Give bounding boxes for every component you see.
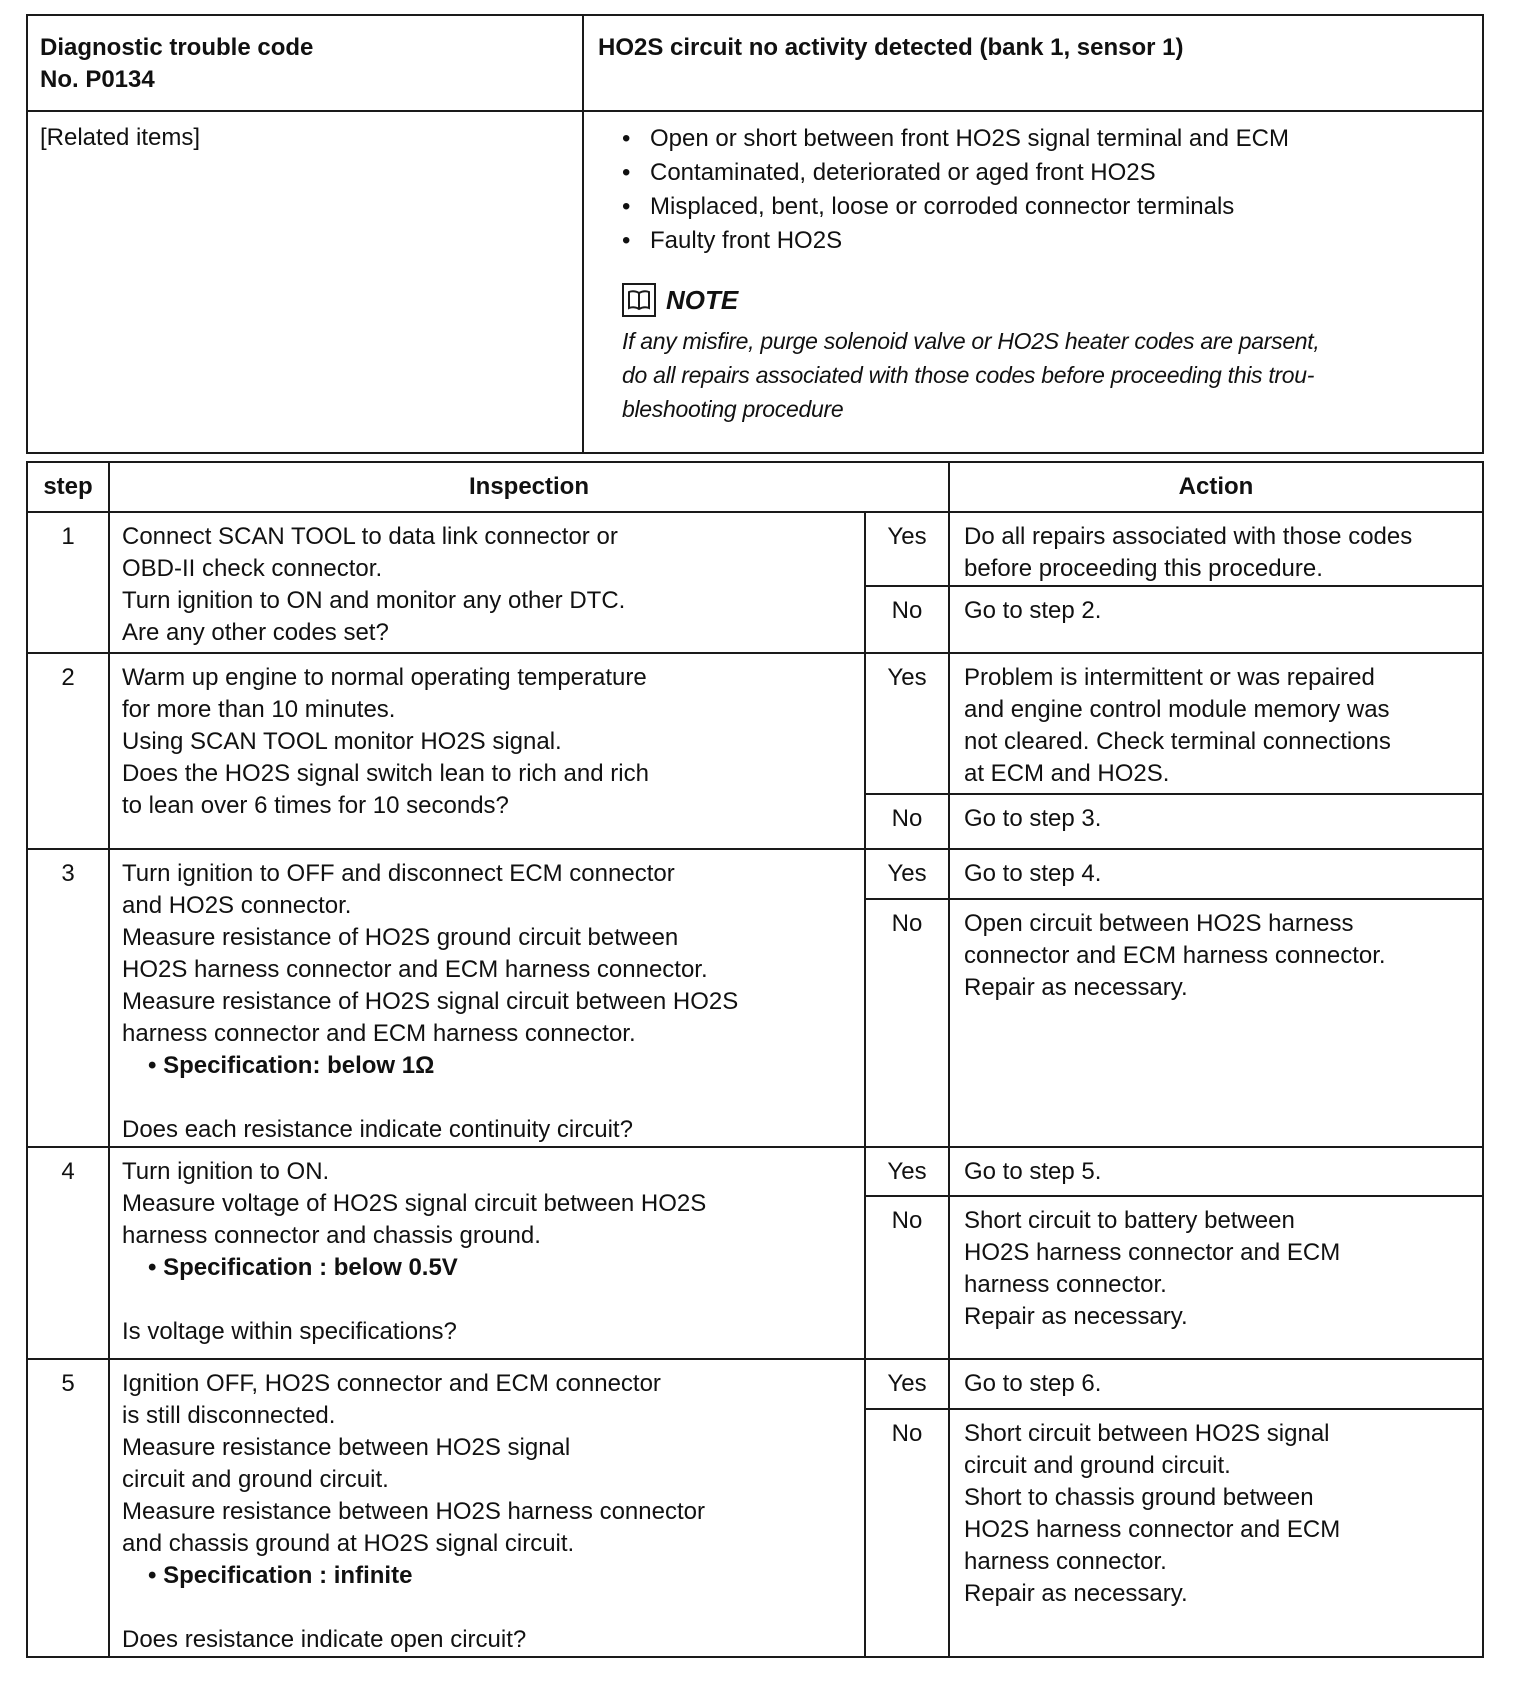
inspection-line: Measure voltage of HO2S signal circuit between HO2S (122, 1190, 707, 1217)
yes-label: Yes (865, 849, 949, 899)
inspection-line: Turn ignition to ON and monitor any other DTC. (122, 587, 626, 614)
action-line: HO2S harness connector and ECM (964, 1516, 1341, 1543)
no-label: No (865, 1196, 949, 1359)
action-line: harness connector. (964, 1548, 1167, 1575)
step-inspection (109, 1147, 865, 1359)
action-column-header: Action (949, 462, 1483, 512)
inspection-question: Is voltage within specifications? (122, 1318, 457, 1345)
step-row (27, 1147, 1483, 1196)
yes-label: Yes (865, 1359, 949, 1409)
book-icon (622, 283, 656, 317)
note-line: bleshooting procedure (622, 396, 844, 422)
inspection-line: Ignition OFF, HO2S connector and ECM connector (122, 1370, 661, 1397)
no-action (949, 586, 1483, 653)
step-row (27, 653, 1483, 794)
specification: • Specification: below 1Ω (148, 1052, 435, 1079)
inspection-question: Does each resistance indicate continuity circuit? (122, 1116, 633, 1143)
no-label: No (865, 586, 949, 653)
step-number: 4 (27, 1147, 109, 1359)
step-inspection (109, 1359, 865, 1657)
action-line: Go to step 4. (964, 860, 1102, 887)
yes-action (949, 849, 1483, 899)
step-inspection (109, 512, 865, 653)
yes-label: Yes (865, 653, 949, 794)
action-line: Repair as necessary. (964, 1580, 1188, 1607)
inspection-line: to lean over 6 times for 10 seconds? (122, 792, 509, 819)
no-label: No (865, 794, 949, 849)
inspection-line: HO2S harness connector and ECM harness connector. (122, 956, 708, 983)
action-line: and engine control module memory was (964, 696, 1390, 723)
action-line: Open circuit between HO2S harness (964, 910, 1354, 938)
note-line: If any misfire, purge solenoid valve or HO2S heater codes are parsent, (622, 328, 1320, 354)
step-number: 2 (27, 653, 109, 849)
yes-label: Yes (865, 512, 949, 586)
yes-action (949, 512, 1483, 586)
action-line: Go to step 2. (964, 597, 1102, 624)
action-line: Short circuit to battery between (964, 1207, 1295, 1234)
related-item: • Misplaced, bent, loose or corroded connector terminals (622, 190, 1470, 224)
inspection-line: Measure resistance of HO2S ground circuit between (122, 924, 679, 951)
step-inspection (109, 849, 865, 1147)
inspection-line: for more than 10 minutes. (122, 696, 396, 723)
inspection-column-header: Inspection (109, 462, 949, 512)
action-line: Repair as necessary. (964, 1303, 1188, 1330)
no-action (949, 899, 1483, 1147)
note-text (622, 324, 1470, 426)
step-inspection (109, 653, 865, 849)
action-line: harness connector. (964, 1271, 1167, 1298)
specification: • Specification : infinite (148, 1562, 413, 1589)
inspection-line: Are any other codes set? (122, 619, 389, 646)
inspection-line: Turn ignition to OFF and disconnect ECM connector (122, 860, 675, 887)
related-item: • Open or short between front HO2S signal terminal and ECM (622, 122, 1470, 156)
no-action (949, 794, 1483, 849)
step-number: 5 (27, 1359, 109, 1657)
inspection-line: Turn ignition to ON. (122, 1158, 330, 1185)
yes-action (949, 1147, 1483, 1196)
action-line: Go to step 5. (964, 1158, 1102, 1185)
action-line: Go to step 6. (964, 1370, 1102, 1397)
no-label: No (865, 899, 949, 1147)
inspection-line: Measure resistance between HO2S signal (122, 1434, 571, 1461)
step-row (27, 849, 1483, 899)
action-line: not cleared. Check terminal connections (964, 728, 1391, 755)
related-items-cell (583, 111, 1483, 453)
step-row (27, 1359, 1483, 1409)
inspection-question: Does resistance indicate open circuit? (122, 1626, 527, 1653)
inspection-line: Using SCAN TOOL monitor HO2S signal. (122, 728, 562, 755)
step-column-header: step (27, 462, 109, 512)
specification: • Specification : below 0.5V (148, 1254, 458, 1281)
action-line: connector and ECM harness connector. (964, 942, 1386, 970)
inspection-line: Warm up engine to normal operating temperature (122, 664, 647, 691)
related-item: • Faulty front HO2S (622, 224, 1470, 258)
no-action (949, 1409, 1483, 1657)
action-line: Repair as necessary. (964, 974, 1188, 1002)
related-items-label: [Related items] (27, 111, 583, 453)
action-line: Problem is intermittent or was repaired (964, 664, 1375, 691)
inspection-line: Connect SCAN TOOL to data link connector or (122, 523, 618, 550)
action-line: HO2S harness connector and ECM (964, 1239, 1341, 1266)
inspection-line: OBD-II check connector. (122, 555, 383, 582)
troubleshooting-steps-table (26, 461, 1484, 1658)
note-header (622, 280, 1470, 320)
action-line: Short circuit between HO2S signal (964, 1420, 1330, 1447)
inspection-line: circuit and ground circuit. (122, 1466, 389, 1493)
inspection-line: and HO2S connector. (122, 892, 352, 919)
related-items-list (622, 122, 1470, 258)
dtc-code-cell (27, 15, 583, 111)
yes-label: Yes (865, 1147, 949, 1196)
step-number: 1 (27, 512, 109, 653)
related-item: • Contaminated, deteriorated or aged front HO2S (622, 156, 1470, 190)
inspection-line: and chassis ground at HO2S signal circuit. (122, 1530, 575, 1557)
inspection-line: Measure resistance of HO2S signal circuit between HO2S (122, 988, 739, 1015)
yes-action (949, 653, 1483, 794)
step-row (27, 512, 1483, 586)
dtc-number: No. P0134 (40, 66, 155, 93)
note-title: NOTE (666, 285, 739, 315)
action-line: before proceeding this procedure. (964, 555, 1323, 582)
action-line: at ECM and HO2S. (964, 760, 1170, 787)
dtc-header-table (26, 14, 1484, 454)
inspection-line: Measure resistance between HO2S harness connector (122, 1498, 705, 1525)
action-line: Go to step 3. (964, 805, 1102, 832)
inspection-line: is still disconnected. (122, 1402, 336, 1429)
action-line: Short to chassis ground between (964, 1484, 1314, 1511)
note-line: do all repairs associated with those codes before proceeding this trou- (622, 362, 1315, 388)
yes-action (949, 1359, 1483, 1409)
step-number: 3 (27, 849, 109, 1147)
steps-header-row (27, 462, 1483, 512)
action-line: Do all repairs associated with those codes (964, 523, 1413, 550)
inspection-line: Does the HO2S signal switch lean to rich and rich (122, 760, 649, 787)
no-action (949, 1196, 1483, 1359)
action-line: circuit and ground circuit. (964, 1452, 1231, 1479)
dtc-title: HO2S circuit no activity detected (bank 1, sensor 1) (583, 15, 1483, 111)
inspection-line: harness connector and ECM harness connector. (122, 1020, 636, 1047)
inspection-line: harness connector and chassis ground. (122, 1222, 541, 1249)
no-label: No (865, 1409, 949, 1657)
dtc-label: Diagnostic trouble code (40, 34, 314, 61)
